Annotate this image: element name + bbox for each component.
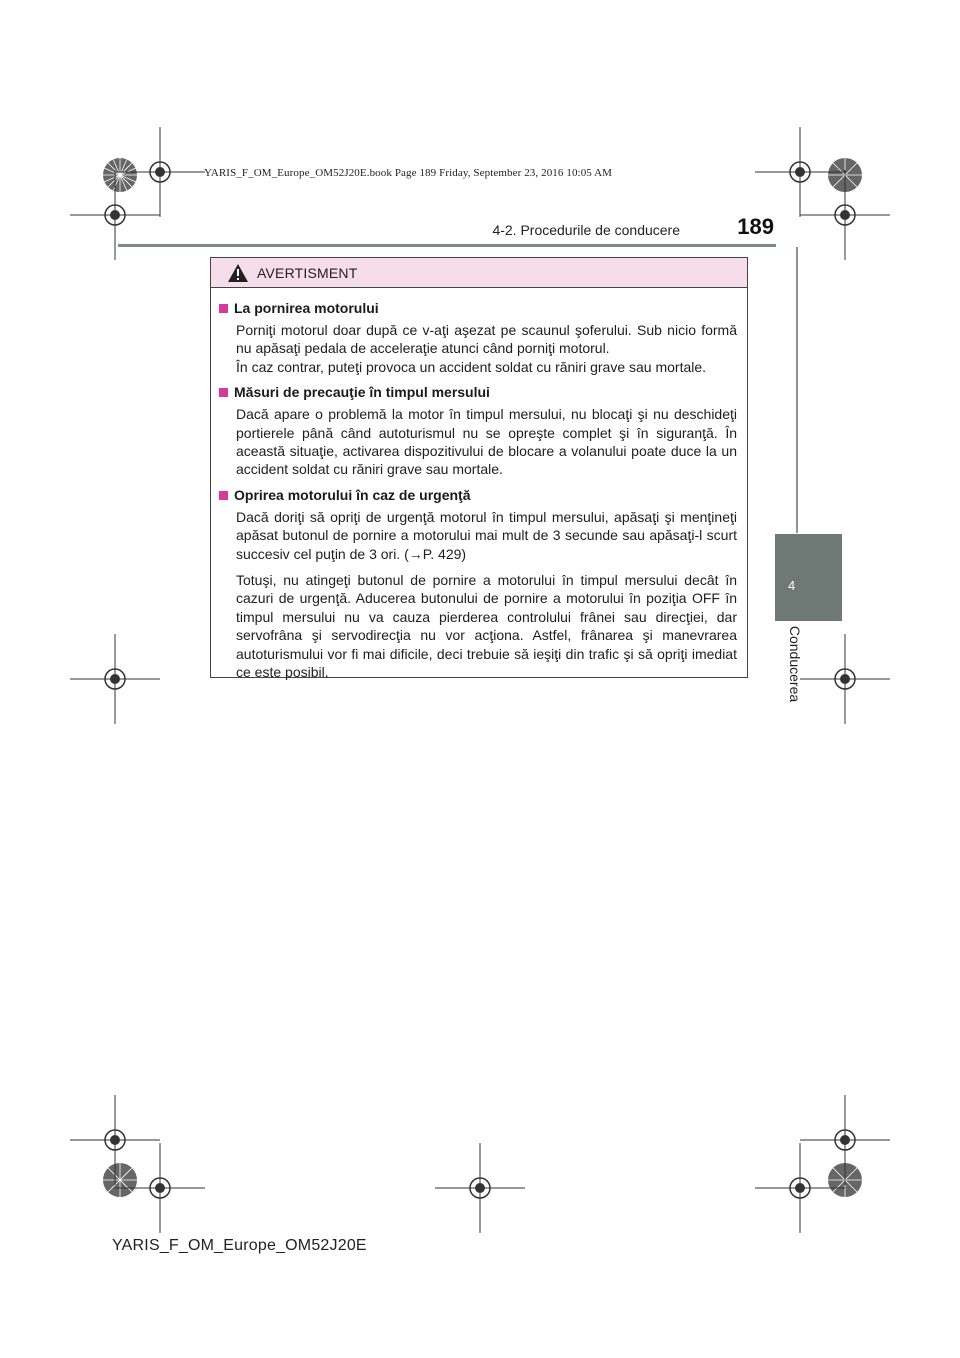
- crosshair-mark-icon: [755, 1143, 845, 1233]
- page-number: 189: [737, 214, 774, 239]
- heading-text: Măsuri de precauţie în timpul mersului: [234, 384, 490, 401]
- warning-item: [219, 486, 737, 682]
- header-rule: [118, 244, 776, 247]
- warning-item-heading: [219, 299, 737, 318]
- warning-item-heading: [219, 383, 737, 402]
- crosshair-mark-icon: [800, 634, 890, 724]
- warning-title: AVERTISMENT: [257, 264, 358, 281]
- section-title: 4-2. Procedurile de conducere: [492, 222, 680, 238]
- chapter-tab: [775, 534, 842, 621]
- bullet-square-icon: [219, 388, 228, 397]
- chapter-number: 4: [788, 578, 796, 593]
- warning-body: [211, 288, 747, 682]
- crosshair-mark-icon: [115, 1143, 205, 1233]
- chapter-label: Conducerea: [787, 625, 803, 703]
- warning-item: [219, 299, 737, 376]
- document-code: YARIS_F_OM_Europe_OM52J20E: [112, 1237, 367, 1254]
- warning-triangle-icon: [227, 263, 249, 283]
- warning-paragraph: Dacă doriţi să opriţi de urgenţă motorul în timpul mersului, apăsaţi şi menţineţi apăsat butonul de pornire a motorului mai mult de 3 secunde sau apăsaţi-l scurt succesiv cel puţin de 3 ori. (→P. 429): [236, 508, 737, 562]
- heading-text: La pornirea motorului: [234, 300, 379, 316]
- heading-text: Oprirea motorului în caz de urgenţă: [234, 486, 471, 503]
- crosshair-mark-icon: [115, 127, 205, 217]
- warning-item-heading: [219, 486, 737, 505]
- crosshair-mark-icon: [70, 634, 160, 724]
- warning-paragraph: Totuşi, nu atingeţi butonul de pornire a motorului în timpul mersului decât în cazuri de urgenţă. Aducerea butonului de pornire a motorului în poziţia OFF în timpul mersului nu va cauza pierderea controlului frânei sau direcţiei, dar servofrâna şi servodirecţia nu vor acţiona. Astfel, frânarea şi manevrarea autoturismului vor fi mai dificile, deci trebuie să ieşiţi din trafic şi să opriţi imediat ce este posibil.: [236, 572, 737, 681]
- warning-header: [211, 258, 747, 288]
- warning-box: [210, 257, 748, 681]
- book-info-line: YARIS_F_OM_Europe_OM52J20E.book Page 189 Friday, September 23, 2016 10:05 AM: [204, 167, 613, 179]
- crosshair-mark-icon: [800, 170, 890, 260]
- crosshair-mark-icon: [435, 1143, 525, 1233]
- bullet-square-icon: [219, 491, 228, 500]
- bullet-square-icon: [219, 304, 228, 313]
- side-tab-rule: [796, 247, 798, 533]
- warning-paragraph: Dacă apare o problemă la motor în timpul mersului, nu blocaţi şi nu deschideţi portierele până când autoturismul nu se opreşte complet şi în siguranţă. În această situaţie, activarea dispozitivului de blocare a volanului poate duce la un accident soldat cu răniri grave sau mortale.: [236, 406, 737, 478]
- warning-item: [219, 383, 737, 479]
- warning-paragraph: În caz contrar, puteţi provoca un accident soldat cu răniri grave sau mortale.: [236, 358, 707, 375]
- warning-paragraph: Porniţi motorul doar după ce v-aţi aşezat pe scaunul şoferului. Sub nicio formă nu apăsaţi pedala de acceleraţie atunci când porniţi motorul.: [236, 322, 737, 357]
